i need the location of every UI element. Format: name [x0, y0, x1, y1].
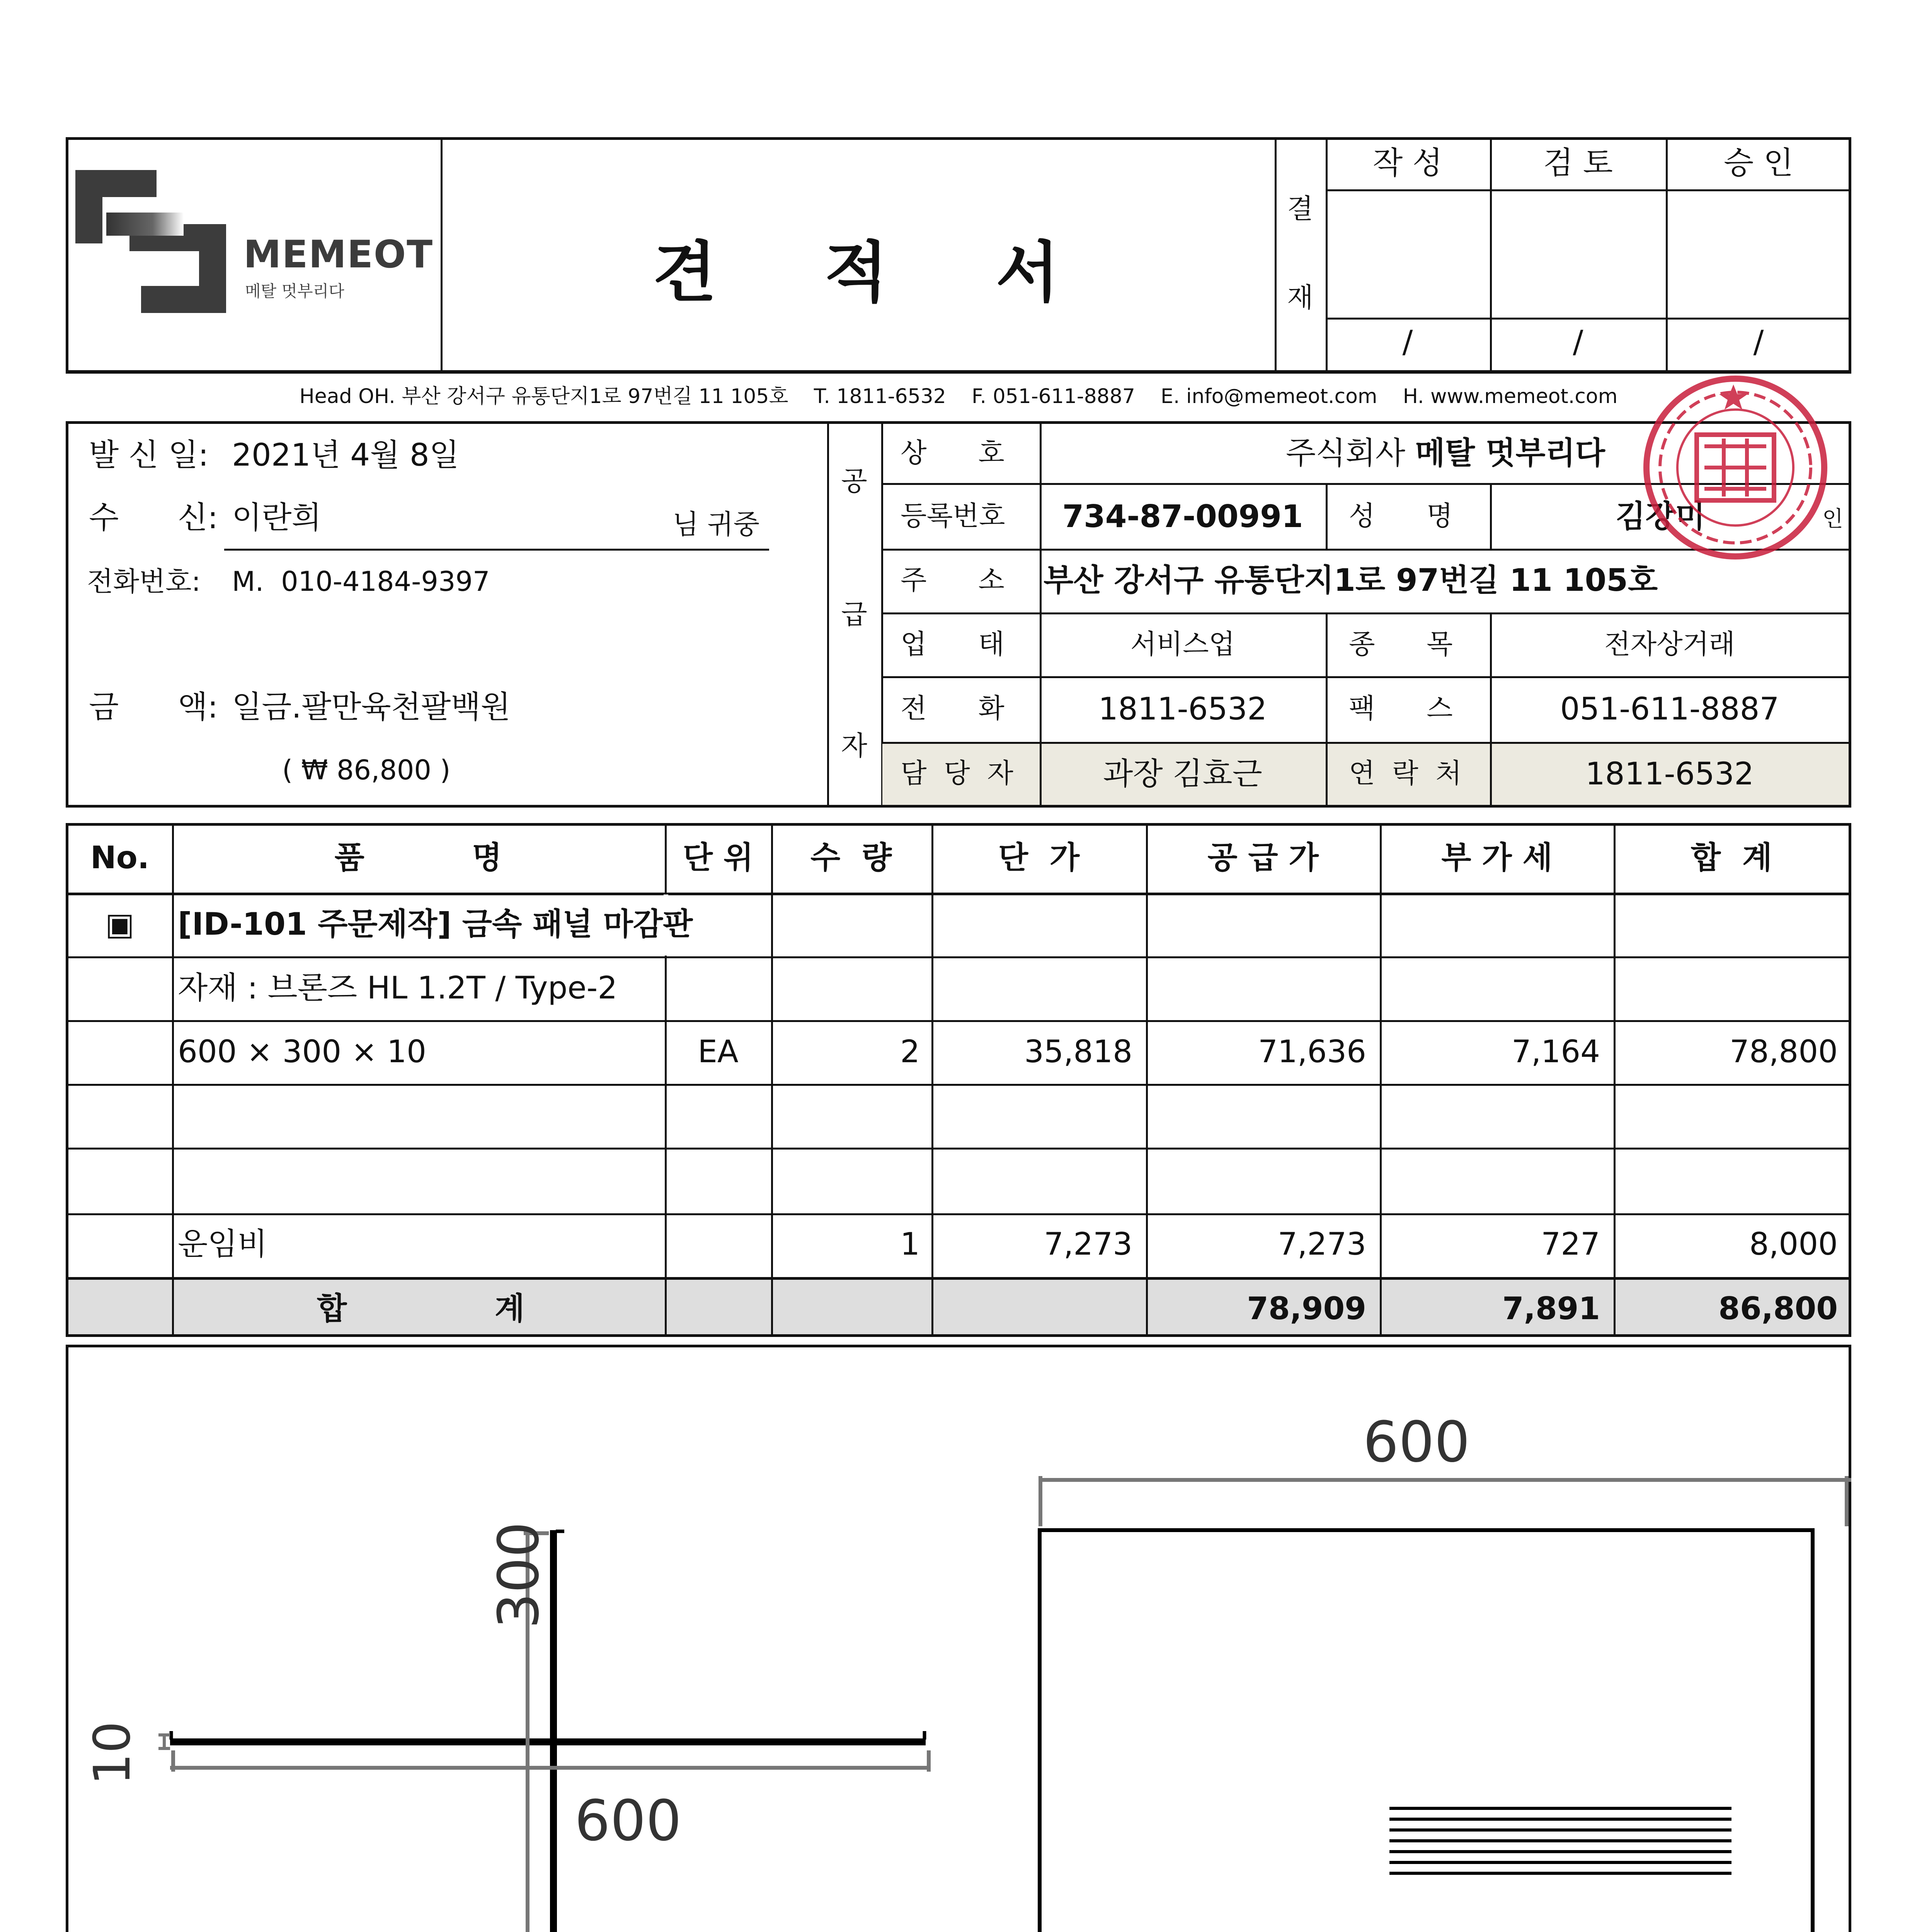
memeot-logo-mark — [72, 170, 234, 321]
contact-label: 연 락 처 — [1349, 757, 1462, 789]
phone-value: M. 010-4184-9397 — [232, 566, 490, 597]
supplier-name-label: 상 호 — [901, 437, 1004, 469]
fax-value: 051-611-8887 — [1560, 691, 1779, 727]
supplier-name-prefix: 주식회사 — [1285, 435, 1415, 471]
table-col-line — [1614, 823, 1616, 1337]
supplier-side-label: 공 — [841, 465, 867, 497]
to-value: 이란희 — [232, 500, 322, 536]
header-contact-line — [66, 372, 1851, 374]
info-divider — [1490, 483, 1492, 549]
row2-total: 8,000 — [1749, 1226, 1838, 1262]
table-col-line — [1380, 823, 1382, 1337]
ceo-label: 성 명 — [1349, 500, 1453, 532]
info-divider — [1490, 742, 1492, 808]
honorific: 님 귀중 — [672, 509, 760, 540]
table-col-line — [771, 823, 773, 1337]
info-divider — [827, 421, 829, 808]
checkbox[interactable]: ▣ — [105, 906, 134, 942]
title-divider — [1275, 137, 1277, 373]
contact-value: 1811-6532 — [1585, 756, 1754, 792]
approval-date-slash: / — [1402, 324, 1413, 360]
phone-label: 전화번호: — [87, 566, 201, 597]
table-col-line — [1146, 823, 1148, 1337]
approval-label-top: 결 — [1287, 193, 1313, 224]
fax-label: 팩 스 — [1349, 692, 1453, 724]
date-label: 발 신 일: — [89, 437, 209, 473]
seal-suffix: 인 — [1822, 507, 1844, 532]
row1-unit: EA — [698, 1034, 739, 1070]
manager-label: 담 당 자 — [901, 757, 1013, 789]
supplier-name-bold: 메탈 멋부리다 — [1415, 435, 1605, 471]
technical-drawing — [66, 1345, 1851, 1932]
supplier-side-label: 급 — [841, 599, 867, 630]
approval-col-divider — [1490, 137, 1492, 373]
contact-line: Head OH. 부산 강서구 유통단지1로 97번길 11 105호 T. 1811-6532 F. 051-611-8887 E. info@memeot.com H. www.memeot.com — [299, 385, 1618, 408]
row1-name: 600 × 300 × 10 — [178, 1034, 426, 1070]
sum-total: 86,800 — [1718, 1291, 1838, 1327]
row1-supply: 71,636 — [1258, 1034, 1366, 1070]
table-row-line — [66, 1277, 1851, 1280]
approval-col-review: 검 토 — [1543, 145, 1613, 181]
amount-words: 일금.팔만육천팔백원 — [232, 689, 511, 725]
approval-date-slash: / — [1753, 324, 1764, 360]
approval-col-divider — [1666, 137, 1668, 373]
info-row-line — [881, 676, 1851, 678]
dim-600-side: 600 — [574, 1788, 682, 1854]
header-no: No. — [90, 840, 150, 876]
approval-row-line — [1326, 318, 1851, 320]
table-col-line — [172, 823, 174, 1337]
header-price: 단 가 — [998, 840, 1080, 876]
supplier-side-label: 자 — [841, 730, 867, 762]
sum-label-1: 합 — [317, 1291, 347, 1327]
header-total: 합 계 — [1691, 840, 1772, 876]
row1-price: 35,818 — [1024, 1034, 1132, 1070]
row2-supply: 7,273 — [1277, 1226, 1366, 1262]
reg-label: 등록번호 — [901, 500, 1005, 532]
ceo-name: 김강미 — [1616, 498, 1705, 534]
approval-col-author: 작 성 — [1373, 145, 1442, 181]
biz-label: 업 태 — [901, 628, 1004, 660]
approval-divider — [1326, 137, 1328, 373]
row1-vat: 7,164 — [1511, 1034, 1600, 1070]
dim-600-top: 600 — [1363, 1410, 1470, 1475]
sum-label-2: 계 — [495, 1291, 525, 1327]
header-item: 품 명 — [334, 840, 502, 876]
sum-vat: 7,891 — [1502, 1291, 1600, 1327]
item-label: 종 목 — [1349, 628, 1453, 660]
tel-label: 전 화 — [901, 692, 1004, 724]
product-title: [ID-101 주문제작] 금속 패널 마감판 — [178, 906, 693, 942]
tel-value: 1811-6532 — [1098, 691, 1267, 727]
approval-date-slash: / — [1573, 324, 1583, 360]
row1-qty: 2 — [900, 1034, 920, 1070]
header-qty: 수 량 — [810, 840, 892, 876]
to-underline — [224, 549, 769, 551]
logo-subtext: 메탈 멋부리다 — [245, 282, 344, 301]
supplier-name — [1285, 435, 1605, 471]
header-unit: 단 위 — [683, 840, 754, 876]
approval-col-approve: 승 인 — [1724, 145, 1793, 181]
amount-label: 금 액: — [89, 689, 218, 725]
product-material: 자재 : 브론즈 HL 1.2T / Type-2 — [178, 970, 618, 1006]
logo-divider — [441, 137, 443, 373]
to-label: 수 신: — [89, 500, 218, 536]
addr-value: 부산 강서구 유통단지1로 97번길 11 105호 — [1044, 562, 1658, 598]
info-divider — [1326, 483, 1328, 549]
table-row-line — [66, 1148, 1851, 1150]
row1-total: 78,800 — [1730, 1034, 1838, 1070]
table-row-line — [66, 1213, 1851, 1215]
approval-row-line — [1326, 189, 1851, 191]
row2-qty: 1 — [900, 1226, 920, 1262]
table-col-line — [931, 823, 933, 1337]
reg-number: 734-87-00991 — [1062, 498, 1303, 534]
page-title: 견 적 서 — [653, 234, 1102, 311]
header-vat: 부 가 세 — [1441, 840, 1553, 876]
approval-label-bottom: 재 — [1287, 282, 1313, 313]
addr-label: 주 소 — [901, 564, 1004, 596]
info-row-line — [881, 612, 1851, 614]
logo-text: MEMEOT — [243, 233, 434, 277]
date-value: 2021년 4월 8일 — [232, 437, 460, 473]
table-row-line — [66, 1020, 1851, 1022]
header-supply: 공 급 가 — [1207, 840, 1319, 876]
table-row-line — [66, 893, 1851, 895]
dim-300: 300 — [486, 1522, 552, 1629]
manager-value: 과장 김효근 — [1103, 756, 1262, 792]
row2-vat: 727 — [1541, 1226, 1600, 1262]
dim-10: 10 — [83, 1721, 141, 1785]
sum-supply: 78,909 — [1247, 1291, 1366, 1327]
amount-number: ( ₩ 86,800 ) — [282, 754, 451, 786]
row2-name: 운임비 — [178, 1226, 267, 1262]
row2-price: 7,273 — [1044, 1226, 1132, 1262]
table-row-line — [66, 1084, 1851, 1086]
company-seal — [1635, 373, 1836, 562]
biz-value: 서비스업 — [1130, 628, 1235, 660]
info-divider — [1326, 742, 1328, 808]
info-divider — [1040, 742, 1042, 808]
item-value: 전자상거래 — [1604, 628, 1735, 660]
table-row-line — [66, 956, 1851, 958]
